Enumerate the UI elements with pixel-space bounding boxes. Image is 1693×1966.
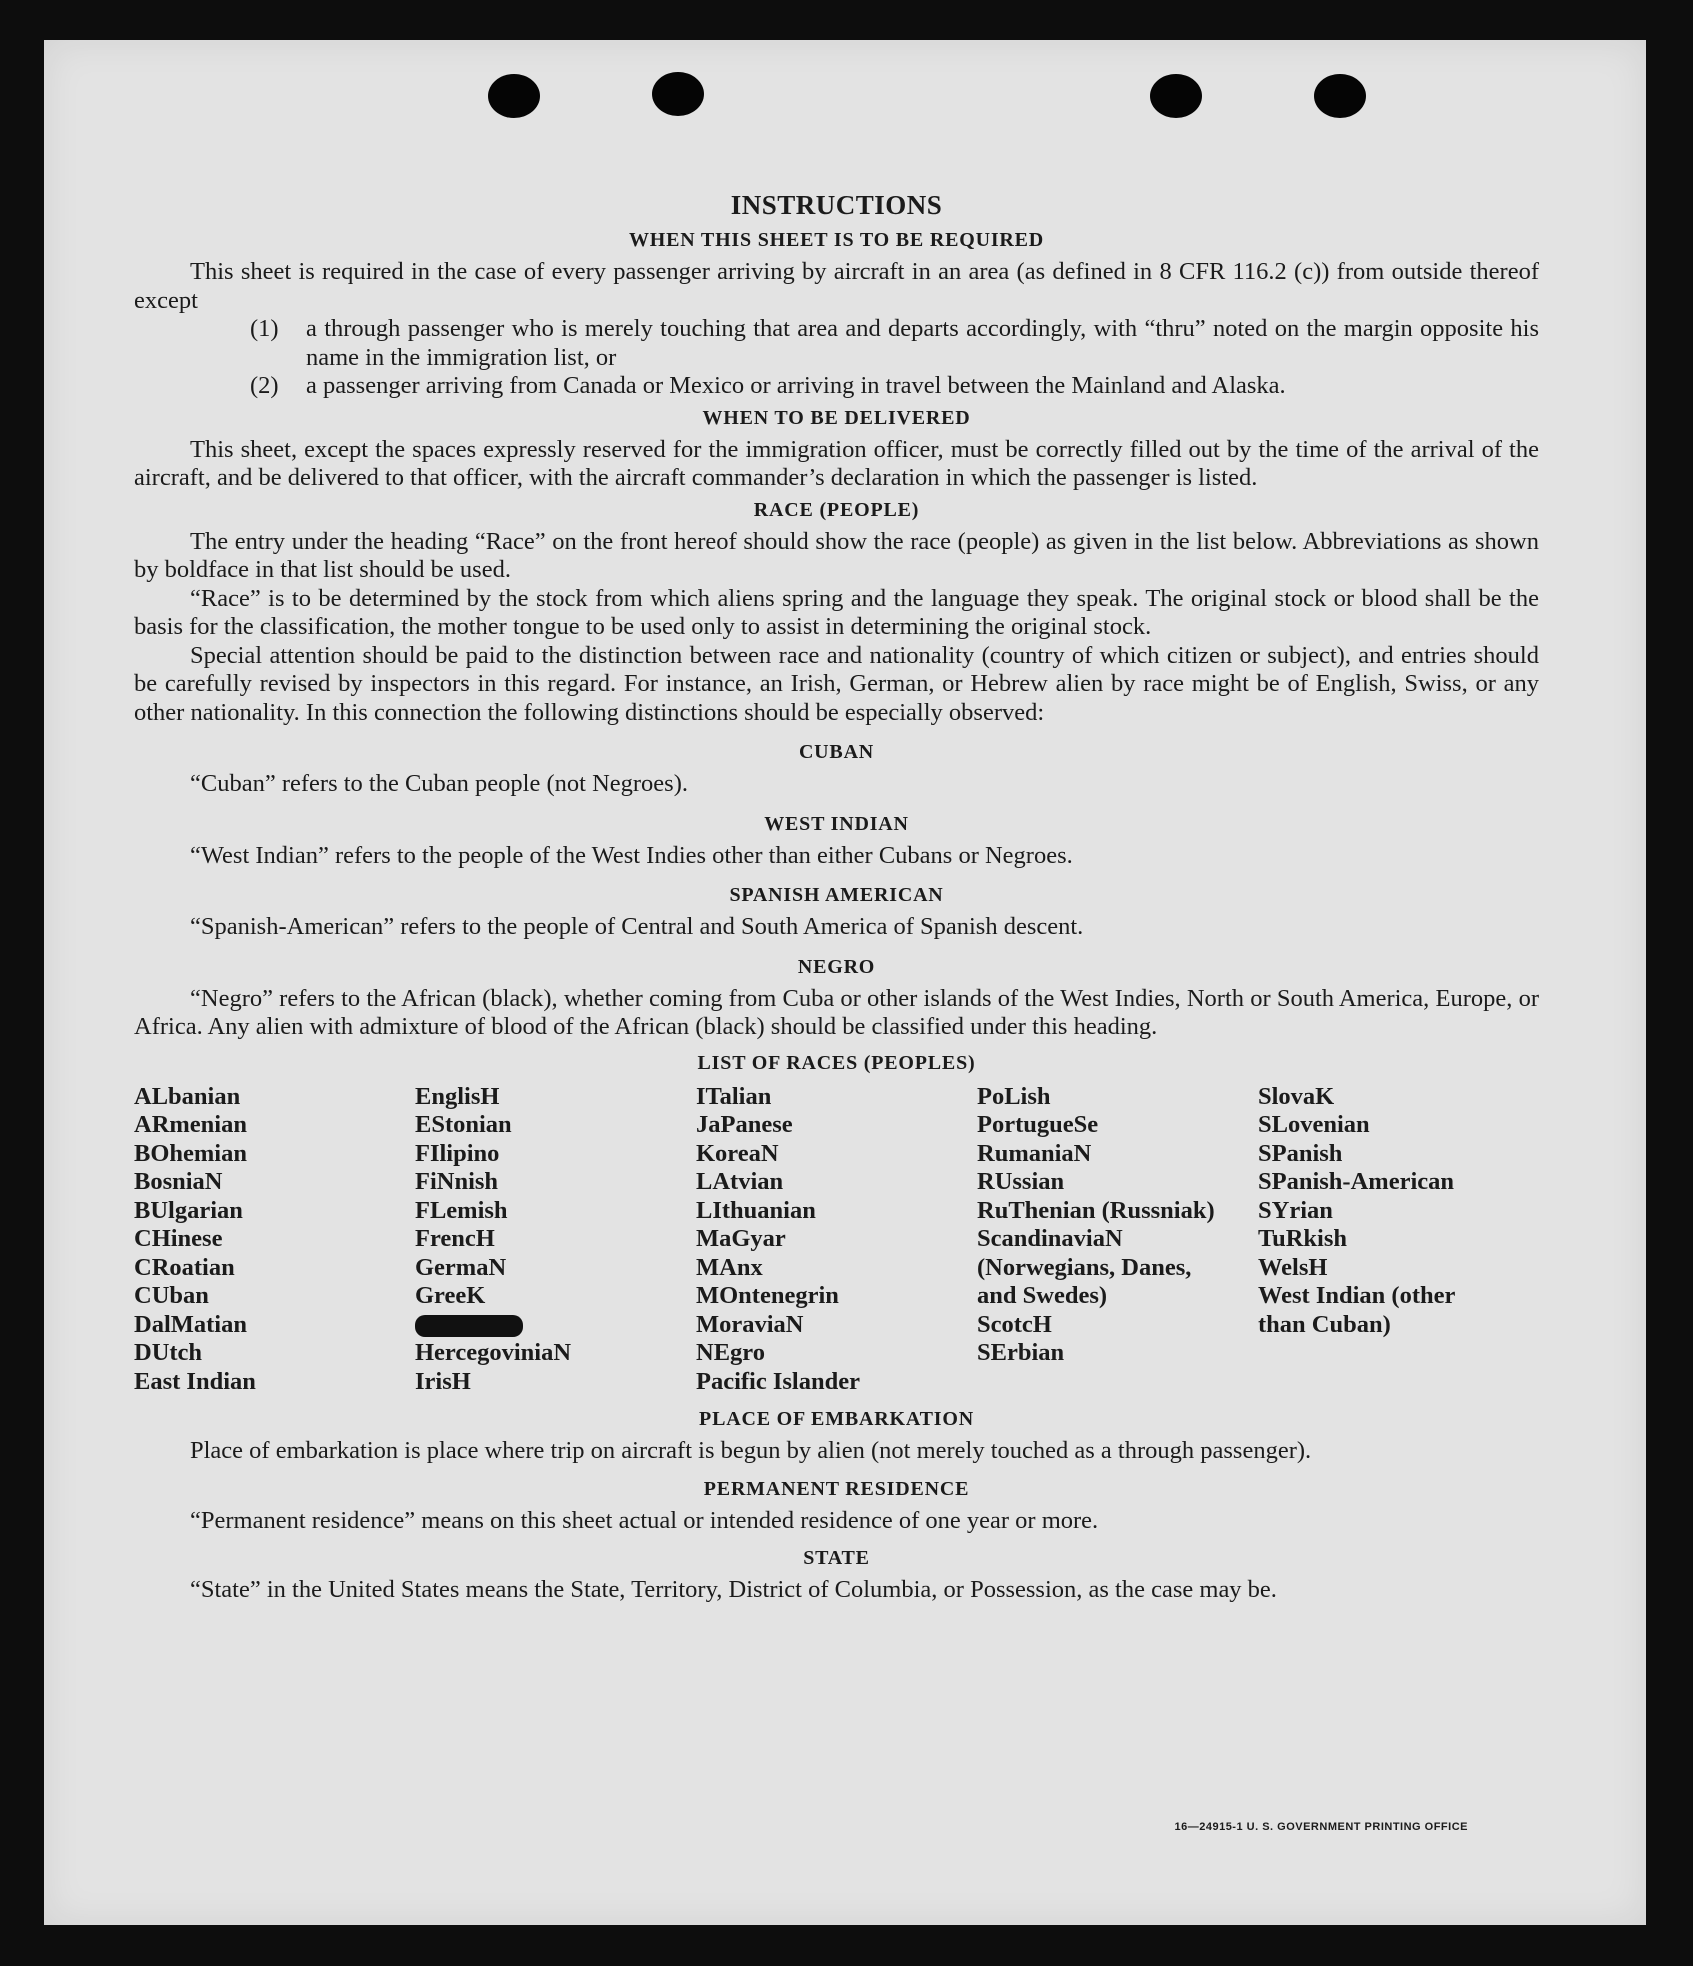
paragraph: “West Indian” refers to the people of the West Indies other than either Cubans or Negroes. bbox=[190, 841, 1073, 869]
paragraph: “Spanish-American” refers to the people of Central and South America of Spanish descent. bbox=[190, 913, 1084, 940]
paragraph: Place of embarkation is place where trip on aircraft is begun by alien (not merely touched as a through passenger). bbox=[190, 1437, 1312, 1464]
redaction-mark bbox=[415, 1315, 523, 1337]
paragraph: “Cuban” refers to the Cuban people (not Negroes). bbox=[190, 770, 688, 797]
section-heading: NEGRO bbox=[797, 955, 876, 978]
printer-imprint: 16—24915-1 U. S. GOVERNMENT PRINTING OFFICE bbox=[1174, 1821, 1468, 1833]
race-entry: BUlgarian bbox=[134, 1196, 243, 1224]
section-heading: WEST INDIAN bbox=[764, 812, 909, 835]
race-entry: ALbanian bbox=[134, 1082, 241, 1110]
section-heading: STATE bbox=[803, 1547, 870, 1569]
race-entry: DalMatian bbox=[134, 1310, 247, 1338]
race-entry: ARmenian bbox=[134, 1111, 247, 1138]
race-entry: IrisH bbox=[415, 1367, 471, 1395]
race-entry: NEgro bbox=[696, 1339, 765, 1366]
race-entry: FiNnish bbox=[415, 1168, 499, 1195]
race-entry: MAnx bbox=[696, 1253, 763, 1281]
race-entry: PortugueSe bbox=[977, 1111, 1099, 1138]
races-column bbox=[415, 1083, 696, 1397]
section-heading: CUBAN bbox=[798, 741, 875, 763]
race-entry: EStonian bbox=[415, 1111, 512, 1138]
page-title: INSTRUCTIONS bbox=[730, 190, 943, 220]
section-heading: PERMANENT RESIDENCE bbox=[703, 1477, 970, 1500]
race-entry: JaPanese bbox=[696, 1111, 793, 1138]
race-entry: Pacific Islander bbox=[696, 1367, 860, 1395]
race-entry: BOhemian bbox=[134, 1139, 247, 1167]
section-heading: WHEN TO BE DELIVERED bbox=[702, 406, 971, 429]
item-text: a through passenger who is merely touching that area and departs accordingly, with “thru” noted on the margin opposite his name in the immigration list, or bbox=[306, 315, 1539, 371]
races-column bbox=[1258, 1083, 1539, 1397]
race-entry: FLemish bbox=[415, 1196, 508, 1224]
race-entry: CHinese bbox=[134, 1225, 223, 1252]
punch-hole bbox=[488, 74, 540, 118]
races-column bbox=[696, 1083, 977, 1397]
race-entry: ScotcH bbox=[977, 1310, 1052, 1338]
race-entry: HercegoviniaN bbox=[415, 1339, 572, 1366]
paragraph: “Race” is to be determined by the stock from which aliens spring and the language they speak. The original stock or blood shall be the basis for the classification, the mother tongue to be used only to assist in determining the original stock. bbox=[134, 584, 1539, 640]
list-item bbox=[250, 372, 1539, 401]
punch-hole bbox=[1314, 74, 1366, 118]
race-entry: ScandinaviaN (Norwegians, Danes, and Swedes) bbox=[977, 1225, 1192, 1309]
race-entry: GermaN bbox=[415, 1253, 507, 1281]
list-item bbox=[250, 315, 1539, 372]
race-entry: LIthuanian bbox=[696, 1196, 816, 1224]
item-text: a passenger arriving from Canada or Mexico or arriving in travel between the Mainland and Alaska. bbox=[306, 372, 1286, 399]
paragraph: The entry under the heading “Race” on the front hereof should show the race (people) as given in the list below. Abbreviations as shown by boldface in that list should be used. bbox=[134, 527, 1539, 583]
race-entry: KoreaN bbox=[696, 1139, 779, 1167]
redacted-entry bbox=[415, 1311, 696, 1340]
punch-hole bbox=[652, 72, 704, 116]
instructions-content bbox=[134, 150, 1539, 1605]
race-entry: TuRkish bbox=[1258, 1225, 1348, 1252]
races-column bbox=[134, 1083, 415, 1397]
race-entry: FrencH bbox=[415, 1225, 495, 1252]
race-entry: CRoatian bbox=[134, 1253, 235, 1281]
race-entry: MoraviaN bbox=[696, 1310, 804, 1338]
race-entry: RUssian bbox=[977, 1168, 1065, 1195]
paragraph: “Permanent residence” means on this sheet actual or intended residence of one year or more. bbox=[190, 1506, 1099, 1534]
race-entry: SPanish-American bbox=[1258, 1168, 1454, 1195]
race-entry: BosniaN bbox=[134, 1168, 223, 1195]
races-column bbox=[977, 1083, 1258, 1397]
race-entry: ITalian bbox=[696, 1082, 772, 1110]
race-entry: SlovaK bbox=[1258, 1082, 1335, 1110]
item-number: (2) bbox=[250, 372, 279, 399]
race-entry: LAtvian bbox=[696, 1168, 784, 1195]
race-entry: CUban bbox=[134, 1282, 209, 1309]
races-list bbox=[134, 1083, 1539, 1397]
race-entry: SYrian bbox=[1258, 1196, 1333, 1224]
paragraph: “State” in the United States means the State, Territory, District of Columbia, or Possession, as the case may be. bbox=[190, 1576, 1277, 1603]
race-entry: GreeK bbox=[415, 1282, 486, 1309]
paragraph: “Negro” refers to the African (black), whether coming from Cuba or other islands of the West Indies, North or South America, Europe, or Africa. Any alien with admixture of blood of the African (black) should be classified under this heading. bbox=[134, 984, 1539, 1040]
paragraph: This sheet, except the spaces expressly reserved for the immigration officer, must be correctly filled out by the time of the arrival of the aircraft, and be delivered to that officer, with the aircraft commander’s declaration in which the passenger is listed. bbox=[134, 435, 1539, 491]
paragraph: This sheet is required in the case of every passenger arriving by aircraft in an area (as defined in 8 CFR 116.2 (c)) from outside thereof except bbox=[134, 258, 1539, 314]
paragraph: Special attention should be paid to the distinction between race and nationality (country of which citizen or subject), and entries should be carefully revised by inspectors in this regard. For instance, an Irish, German, or Hebrew alien by race might be of English, Swiss, or any other nationality. In this connection the following distinctions should be especially observed: bbox=[134, 641, 1539, 726]
race-entry: WelsH bbox=[1258, 1253, 1328, 1281]
race-entry: EnglisH bbox=[415, 1082, 500, 1110]
race-entry: West Indian (other than Cuban) bbox=[1258, 1282, 1455, 1338]
section-heading: LIST OF RACES (PEOPLES) bbox=[697, 1051, 976, 1074]
section-heading: PLACE OF EMBARKATION bbox=[699, 1408, 974, 1430]
document-sheet bbox=[44, 40, 1646, 1925]
race-entry: SErbian bbox=[977, 1339, 1065, 1366]
race-entry: MOntenegrin bbox=[696, 1282, 839, 1309]
race-entry: SPanish bbox=[1258, 1139, 1343, 1167]
race-entry: RuThenian (Russniak) bbox=[977, 1196, 1215, 1224]
punch-hole bbox=[1150, 74, 1202, 118]
race-entry: East Indian bbox=[134, 1367, 256, 1395]
race-entry: MaGyar bbox=[696, 1225, 786, 1252]
section-heading: WHEN THIS SHEET IS TO BE REQUIRED bbox=[628, 229, 1045, 251]
section-heading: RACE (PEOPLE) bbox=[753, 498, 920, 521]
race-entry: SLovenian bbox=[1258, 1111, 1370, 1138]
race-entry: DUtch bbox=[134, 1339, 203, 1366]
race-entry: FIlipino bbox=[415, 1139, 500, 1167]
race-entry: RumaniaN bbox=[977, 1139, 1092, 1167]
race-entry: PoLish bbox=[977, 1082, 1051, 1110]
item-number: (1) bbox=[250, 315, 279, 342]
section-heading: SPANISH AMERICAN bbox=[729, 884, 944, 906]
